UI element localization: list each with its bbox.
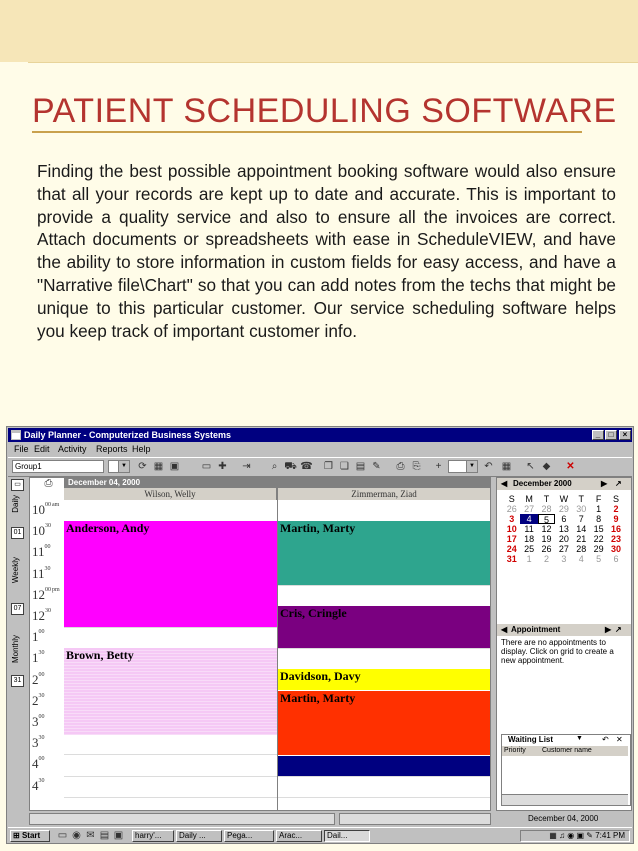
calendar-days	[503, 504, 625, 564]
appointment-panel-title: Appointment	[511, 625, 561, 634]
time-minute: 00	[44, 544, 51, 551]
maximize-button[interactable]: □	[605, 430, 617, 440]
time-slot-label	[32, 502, 62, 518]
taskbar-item-dail-active[interactable]: Dail...	[324, 830, 370, 842]
time-minute: 00	[38, 714, 45, 720]
export-icon[interactable]: ⇥	[242, 461, 251, 472]
calendar-week	[503, 514, 625, 524]
time-slot-label	[32, 629, 62, 645]
print-preview-icon[interactable]: ▣	[169, 461, 180, 472]
calendar-day[interactable]: 5	[538, 514, 555, 524]
column-header-wilson[interactable]: Wilson, Welly	[64, 488, 277, 500]
title-underline	[32, 131, 582, 133]
book-icon[interactable]: ◆	[542, 461, 551, 472]
close-button[interactable]: ×	[619, 430, 631, 440]
calendar-weekday: M	[525, 494, 533, 504]
calendar-day[interactable]: 14	[576, 524, 587, 534]
undo-icon[interactable]: ↶	[484, 461, 493, 472]
quicklaunch-desktop-icon[interactable]: ▭	[57, 830, 68, 841]
view-tabs	[8, 477, 27, 811]
calendar-week	[503, 534, 625, 544]
start-label: Start	[21, 831, 41, 840]
calendar-weekday: F	[595, 494, 602, 504]
start-button[interactable]	[10, 830, 50, 842]
time-hour: 3	[32, 714, 39, 729]
calendar-day[interactable]: 20	[558, 534, 569, 544]
tab-monthly[interactable]: Monthly	[11, 635, 20, 664]
quicklaunch-outlook-icon[interactable]: ✉	[86, 830, 95, 841]
calendar-day[interactable]: 10	[506, 524, 517, 534]
appointment-anderson[interactable]: Anderson, Andy	[64, 521, 277, 627]
time-slot-label	[32, 608, 62, 624]
weekly-number-icon[interactable]: 07	[11, 603, 24, 615]
prev-month-icon[interactable]: ◀	[501, 479, 508, 488]
system-tray	[520, 830, 630, 842]
time-slot-label	[32, 672, 62, 688]
status-bar	[8, 813, 632, 825]
time-slot-label	[32, 714, 62, 730]
status-date: December 04, 2000	[528, 814, 599, 823]
calendar-day[interactable]: 15	[593, 524, 604, 534]
calendar-weekday-row	[503, 494, 625, 504]
schedule-grid[interactable]	[29, 477, 491, 811]
taskbar-item-daily[interactable]: Daily ...	[176, 830, 222, 842]
calendar-weekday: T	[578, 494, 584, 504]
windows-logo-icon: ⊞	[13, 831, 20, 840]
calendar-week	[503, 554, 625, 564]
time-hour: 2	[32, 692, 39, 708]
printer-icon[interactable]: ⎙	[396, 461, 405, 472]
header-divider	[28, 62, 638, 63]
appointment-block-navy[interactable]	[278, 756, 491, 776]
calendar-day[interactable]: 1	[596, 504, 602, 514]
calendar-day[interactable]: 26	[541, 544, 552, 554]
column-customer-name[interactable]: Customer name	[542, 747, 592, 754]
appointment-davidson[interactable]: Davidson, Davy	[278, 669, 491, 690]
calendar-day[interactable]: 19	[541, 534, 552, 544]
window-titlebar[interactable]	[8, 428, 632, 442]
chevron-down-icon[interactable]: ▼	[576, 735, 583, 742]
calendar-weekday: S	[508, 494, 515, 504]
time-minute: 00	[45, 502, 51, 508]
calendar-day[interactable]: 29	[558, 504, 569, 514]
time-minute: 00	[38, 756, 45, 763]
chevron-down-icon: ▼	[466, 461, 477, 472]
time-hour: 2	[32, 671, 39, 687]
time-slot-label	[32, 778, 62, 794]
slide-title: PATIENT SCHEDULING SOFTWARE	[32, 92, 617, 130]
help-pointer-icon[interactable]: ↖	[526, 461, 535, 472]
time-minute: 30	[38, 692, 45, 699]
calendar-day[interactable]: 25	[524, 544, 535, 554]
windows-taskbar	[8, 827, 632, 844]
taskbar-item-pega[interactable]: Pega...	[224, 830, 274, 842]
calendar-day[interactable]: 4	[520, 514, 537, 524]
calendar-day[interactable]: 29	[593, 544, 604, 554]
next-appointment-icon[interactable]: ▶	[605, 625, 612, 634]
time-hour: 4	[32, 756, 39, 772]
calendar-icon[interactable]: ▦	[501, 461, 512, 472]
appointment-goto-icon[interactable]: ↗	[615, 625, 622, 634]
truck-icon[interactable]: ⛟	[284, 461, 297, 472]
calendar-weekday: S	[613, 494, 620, 504]
right-side-panel	[496, 477, 632, 811]
group-combo-value: Group1	[15, 462, 42, 471]
appointment-cris[interactable]: Cris, Cringle	[278, 606, 491, 648]
slide-header-band	[0, 0, 638, 62]
clock: 7:41 PM	[595, 831, 625, 840]
mini-calendar	[503, 494, 625, 564]
calendar-day[interactable]: 12	[541, 524, 552, 534]
column-priority[interactable]: Priority	[504, 747, 526, 754]
menu-bar	[8, 443, 632, 456]
time-hour: 1	[32, 629, 39, 645]
printer-icon[interactable]: ⎙	[44, 478, 53, 489]
time-minute: 00	[38, 629, 45, 636]
time-minute: 30	[38, 777, 45, 784]
zoom-combo[interactable]	[448, 460, 478, 473]
calendar-day[interactable]: 6	[561, 514, 567, 524]
menu-file[interactable]: File	[14, 444, 29, 454]
chevron-down-icon: ▼	[118, 461, 129, 472]
calendar-day[interactable]: 26	[506, 504, 517, 514]
calendar-goto-icon[interactable]: ↗	[615, 479, 622, 488]
appointment-martin-2[interactable]: Martin, Marty	[278, 691, 491, 755]
daily-number-icon[interactable]: 01	[11, 527, 24, 539]
time-slot-label	[32, 650, 62, 666]
calendar-weekday: W	[559, 494, 569, 504]
calendar-month: December 2000	[513, 479, 572, 488]
taskbar-item-arac[interactable]: Arac...	[276, 830, 322, 842]
calendar-day[interactable]: 27	[558, 544, 569, 554]
calendar-day[interactable]: 11	[524, 524, 534, 534]
column-divider	[277, 488, 278, 811]
refresh-icon[interactable]: ⟳	[138, 461, 147, 472]
appointment-martin-1[interactable]: Martin, Marty	[278, 521, 491, 585]
menu-reports[interactable]: Reports	[96, 444, 128, 454]
time-am-pm: pm	[52, 586, 60, 593]
calendar-day[interactable]: 27	[524, 504, 535, 514]
paste-icon[interactable]: ❏	[340, 461, 349, 472]
calendar-day[interactable]: 22	[593, 534, 604, 544]
calendar-day[interactable]: 7	[578, 514, 584, 524]
quicklaunch-folder-icon[interactable]: ▤	[99, 830, 110, 841]
calendar-week	[503, 504, 625, 514]
calendar-day[interactable]: 8	[596, 514, 602, 524]
calendar-day[interactable]: 4	[578, 554, 584, 564]
toolbar	[8, 457, 632, 477]
calendar-day[interactable]: 31	[506, 554, 517, 564]
time-minute: 30	[38, 650, 45, 657]
calendar-day[interactable]: 17	[506, 534, 517, 544]
calendar-day[interactable]: 18	[524, 534, 535, 544]
calendar-day[interactable]: 2	[613, 504, 619, 514]
calendar-day[interactable]: 30	[611, 544, 622, 554]
calendar-day[interactable]: 3	[509, 514, 515, 524]
time-hour: 11	[32, 544, 45, 560]
time-slot-label	[32, 693, 62, 709]
calendar-day[interactable]: 9	[613, 514, 619, 524]
minimize-button[interactable]: _	[592, 430, 604, 440]
cancel-icon[interactable]: ✕	[566, 461, 575, 472]
plus-icon[interactable]: +	[435, 461, 442, 472]
daily-planner-window	[6, 426, 634, 844]
calendar-day[interactable]: 5	[596, 554, 602, 564]
appointment-panel-header	[497, 624, 631, 636]
time-hour: 4	[32, 777, 39, 793]
taskbar-item-harry[interactable]: harry'...	[132, 830, 174, 842]
waiting-list-title: Waiting List	[508, 735, 554, 744]
column-header-zimmerman[interactable]: Zimmerman, Ziad	[278, 488, 491, 500]
copy-icon[interactable]: ❐	[324, 461, 333, 472]
view-combo[interactable]	[108, 460, 130, 473]
time-minute: 30	[44, 565, 51, 572]
time-hour: 1	[32, 650, 39, 666]
binoculars-icon[interactable]: ⌕	[271, 461, 278, 472]
waiting-list-columns	[502, 746, 628, 756]
time-hour: 3	[32, 735, 39, 751]
time-slot-label	[32, 756, 62, 772]
tab-weekly[interactable]: Weekly	[11, 557, 20, 584]
time-hour: 10	[32, 502, 45, 517]
time-hour: 12	[32, 586, 45, 602]
undo-icon[interactable]: ↶	[602, 735, 609, 744]
appointment-brown[interactable]: Brown, Betty	[64, 648, 277, 735]
menu-activity[interactable]: Activity	[58, 444, 87, 454]
next-month-icon[interactable]: ▶	[601, 479, 608, 488]
menu-help[interactable]: Help	[132, 444, 151, 454]
document-icon[interactable]: ▤	[355, 461, 366, 472]
calendar-day[interactable]: 16	[611, 524, 622, 534]
calendar-day[interactable]: 28	[576, 544, 587, 554]
waiting-list[interactable]	[501, 734, 631, 806]
window-title: Daily Planner - Computerized Business Systems	[24, 430, 232, 440]
daily-view-icon[interactable]: ▭	[11, 479, 24, 491]
calendar-day[interactable]: 21	[576, 534, 587, 544]
monthly-number-icon[interactable]: 31	[11, 675, 24, 687]
calendar-day[interactable]: 3	[561, 554, 567, 564]
appointment-empty-note: There are no appointments to display. Click on grid to create a new appointment.	[501, 638, 614, 665]
new-icon[interactable]: ✚	[218, 461, 227, 472]
schedule-date-header: December 04, 2000	[64, 478, 491, 488]
waiting-list-scrollbar[interactable]	[502, 794, 628, 805]
print-setup-icon[interactable]: ⎘	[412, 461, 421, 472]
quicklaunch-browser-icon[interactable]: ◉	[72, 830, 81, 841]
calendar-day[interactable]: 23	[611, 534, 622, 544]
calendar-day[interactable]: 6	[613, 554, 619, 564]
slide-body-text: Finding the best possible appointment booking software would also ensure that all your records are kept up to date and accurate. This is important to provide a quality service and also to ensure all the invoices are correct. Attach documents or spreadsheets with ease in ScheduleVIEW, and have the ability to store information in custom fields for easy access, and have a "Narrative file\Chart" so that you can add notes from the techs that might be unique to this particular customer. Our service scheduling software helps you keep track of important customer info.	[37, 161, 616, 341]
calendar-day[interactable]: 1	[526, 554, 532, 564]
calendar-day[interactable]: 30	[576, 504, 587, 514]
time-slot-label	[32, 587, 62, 603]
quicklaunch-app-icon[interactable]: ▣	[113, 830, 124, 841]
time-slot-label	[32, 523, 62, 539]
phone-icon[interactable]: ☎	[300, 461, 313, 472]
calendar-day[interactable]: 13	[558, 524, 569, 534]
edit-doc-icon[interactable]: ✎	[372, 461, 381, 472]
prev-appointment-icon[interactable]: ◀	[501, 625, 508, 634]
menu-edit[interactable]: Edit	[34, 444, 50, 454]
calendar-day[interactable]: 2	[543, 554, 549, 564]
time-slot-label	[32, 544, 62, 560]
time-minute: 30	[45, 523, 51, 530]
calendar-day[interactable]: 24	[506, 544, 517, 554]
close-icon[interactable]: ✕	[616, 735, 623, 744]
group-combo[interactable]	[12, 460, 104, 473]
time-hour: 11	[32, 565, 45, 581]
open-folder-icon[interactable]: ▭	[201, 461, 212, 472]
tray-icons[interactable]: ▦ ♫ ◉ ▣ ✎	[549, 831, 596, 840]
app-icon	[11, 430, 21, 440]
time-minute: 30	[45, 608, 51, 614]
time-am-pm: am	[52, 502, 60, 508]
time-minute: 00	[38, 671, 45, 678]
time-slot-label	[32, 566, 62, 582]
tab-daily[interactable]: Daily	[11, 495, 20, 513]
time-slot-label	[32, 735, 62, 751]
time-minute: 00	[45, 586, 51, 593]
time-hour: 12	[32, 608, 45, 623]
calendar-weekday: T	[543, 494, 550, 504]
grid-icon[interactable]: ▦	[153, 461, 164, 472]
time-hour: 10	[32, 523, 45, 539]
calendar-header	[497, 478, 631, 490]
time-minute: 30	[38, 735, 45, 742]
calendar-week	[503, 544, 625, 554]
calendar-day[interactable]: 28	[541, 504, 552, 514]
calendar-week	[503, 524, 625, 534]
